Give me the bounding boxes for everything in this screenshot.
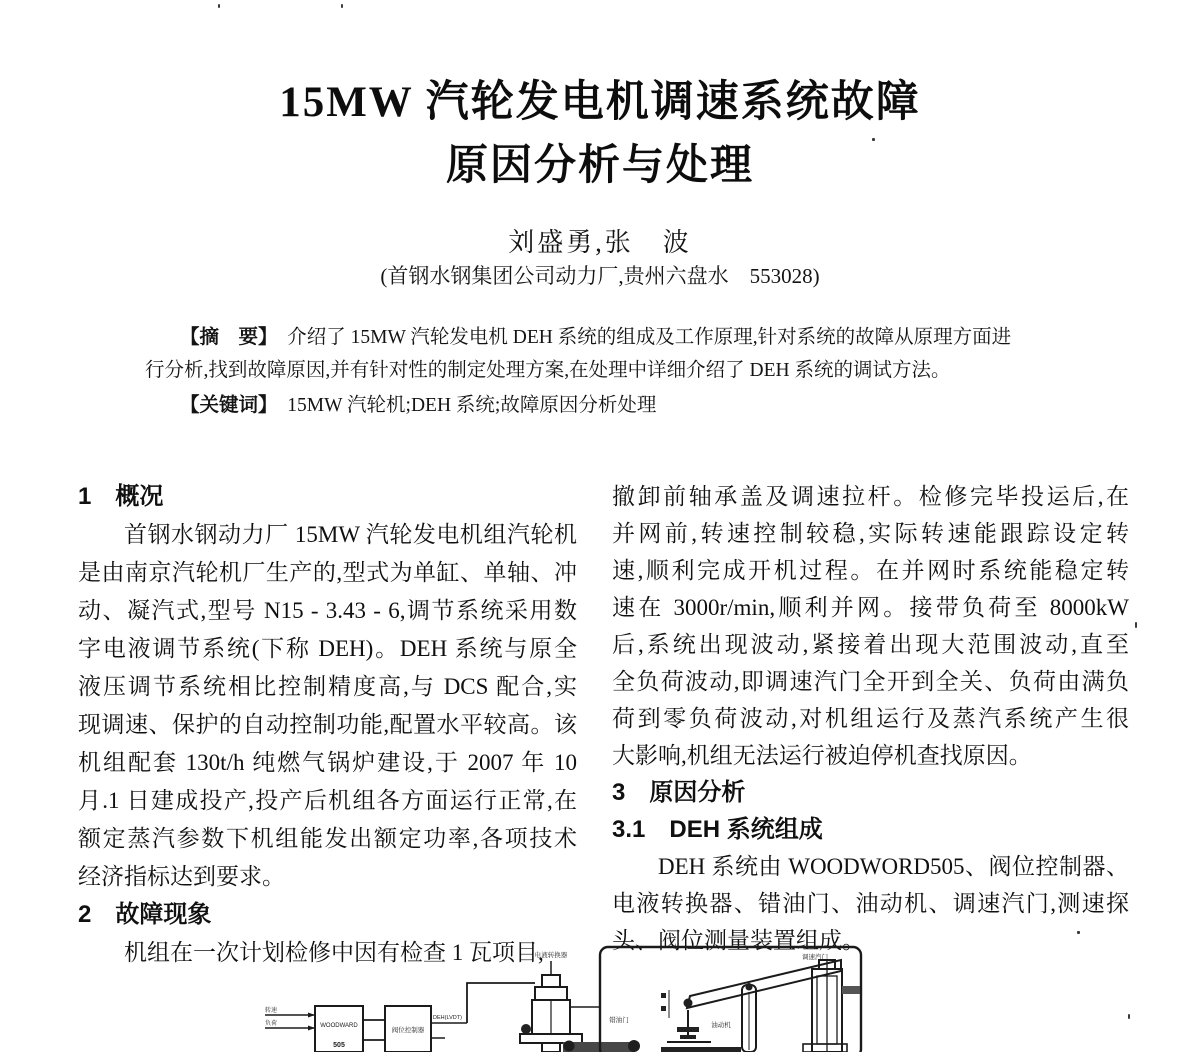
scan-speck <box>1128 1014 1130 1019</box>
governing-valve-label: 调速汽门 <box>802 954 828 961</box>
abstract-block <box>145 320 1038 422</box>
scan-speck <box>872 138 875 141</box>
scan-speck <box>1135 622 1137 628</box>
body-line: 经济指标达到要求。 <box>78 864 285 889</box>
body-line: 速,顺利完成开机过程。在并网时系统能稳定转 <box>612 558 1129 583</box>
body-line: 额定蒸汽参数下机组能发出额定功率,各项技术 <box>78 826 577 851</box>
body-line: 并网前,转速控制较稳,实际转速能跟踪设定转 <box>612 521 1129 546</box>
lvdt-signal-label: DEH(LVDT) <box>433 1015 462 1021</box>
body-line: 字电液调节系统(下称 DEH)。DEH 系统与原全 <box>78 636 577 661</box>
paper-title-line2: 原因分析与处理 <box>445 143 754 189</box>
deh-diagram-svg <box>263 930 1003 1052</box>
body-line: 机组在一次计划检修中因有检查 1 瓦项目, <box>124 940 544 965</box>
scan-speck <box>218 4 220 8</box>
valve-position-controller-label: 阀位控制器 <box>391 1027 425 1034</box>
lever-arm <box>687 960 841 1008</box>
abstract-label: 【摘 要】 <box>180 326 268 348</box>
servomotor-enclosure <box>600 947 861 1052</box>
body-line: 后,系统出现波动,紧接着出现大范围波动,直至 <box>612 632 1129 657</box>
section-heading-2: 2 故障现象 <box>78 901 212 928</box>
deh-system-diagram <box>263 930 1003 1052</box>
body-line: 动、凝汽式,型号 N15 - 3.43 - 6,调节系统采用数 <box>78 598 577 623</box>
body-line: 电液转换器、错油门、油动机、调速汽门,测速探 <box>612 891 1129 916</box>
abstract-line1 <box>145 320 1038 354</box>
abstract-line2 <box>145 354 1038 388</box>
left-column <box>78 478 577 972</box>
authors: 刘盛勇,张 波 <box>508 228 692 257</box>
keywords-line <box>145 388 1038 422</box>
right-column <box>612 478 1129 959</box>
body-line: 液压调节系统相比控制精度高,与 DCS 配合,实 <box>78 674 577 699</box>
body-line: 头、阀位测量装置组成。 <box>612 928 865 953</box>
body-line: 现调速、保护的自动控制功能,配置水平较高。该 <box>78 712 577 737</box>
body-line: DEH 系统由 WOODWORD505、阀位控制器、 <box>658 854 1129 879</box>
servomotor-label: 油动机 <box>711 1022 731 1029</box>
body-line: 全负荷波动,即调速汽门全开到全关、负荷由满负 <box>612 669 1129 694</box>
body-line: 荷到零负荷波动,对机组运行及蒸汽系统产生很 <box>612 706 1129 731</box>
diagram-input-speed-label: 转速 <box>265 1008 278 1014</box>
pilot-valve-label: 错油门 <box>609 1017 629 1024</box>
section-heading-3-1: 3.1 DEH 系统组成 <box>612 816 823 843</box>
section-heading-1: 1 概况 <box>78 483 164 510</box>
abstract-text-1: 介绍了 15MW 汽轮发电机 DEH 系统的组成及工作原理,针对系统的故障从原理方面进 <box>287 327 1012 348</box>
body-line: 首钢水钢动力厂 15MW 汽轮发电机组汽轮机 <box>124 522 577 547</box>
woodward-505-label: 505 <box>333 1042 345 1049</box>
keywords-label: 【关键词】 <box>180 394 268 416</box>
abstract-text-2: 行分析,找到故障原因,并有针对性的制定处理方案,在处理中详细介绍了 DEH 系统的调试方法。 <box>145 360 951 381</box>
body-line: 速在 3000r/min,顺利并网。接带负荷至 8000kW <box>612 595 1129 620</box>
converter-cap <box>542 975 560 987</box>
body-line: 机组配套 130t/h 纯燃气锅炉建设,于 2007 年 10 <box>78 750 577 775</box>
affiliation: (首钢水钢集团公司动力厂,贵州六盘水 553028) <box>380 264 820 288</box>
woodward-box-label: WOODWARD <box>320 1023 358 1029</box>
scan-speck <box>1077 931 1080 934</box>
diagram-input-load-label: 负荷 <box>265 1021 278 1027</box>
scan-speck <box>341 4 343 8</box>
body-line: 撤卸前轴承盖及调速拉杆。检修完毕投运后,在 <box>612 484 1129 509</box>
electro-hydraulic-converter-label: 电液转换器 <box>534 952 568 959</box>
body-line: 大影响,机组无法运行被迫停机查找原因。 <box>612 743 1032 768</box>
keywords-text: 15MW 汽轮机;DEH 系统;故障原因分析处理 <box>287 395 657 416</box>
paper-title-line1: 15MW 汽轮发电机调速系统故障 <box>279 79 921 126</box>
body-line: 月.1 日建成投产,投产后机组各方面运行正常,在 <box>78 788 577 813</box>
body-line: 是由南京汽轮机厂生产的,型式为单缸、单轴、冲 <box>78 560 577 585</box>
section-heading-3: 3 原因分析 <box>612 779 746 806</box>
